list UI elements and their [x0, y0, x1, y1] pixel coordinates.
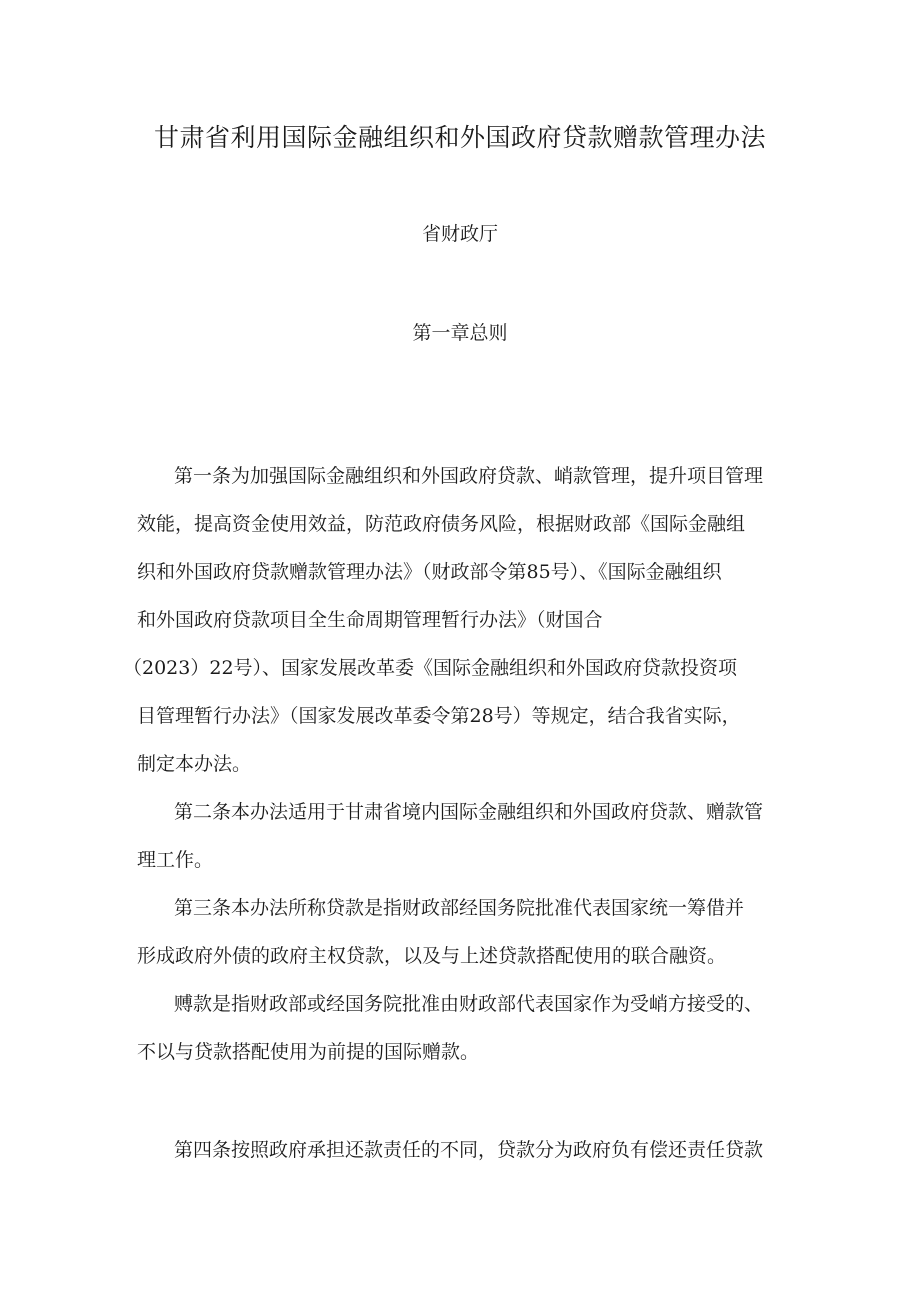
article-1-line: 织和外国政府贷款赠款管理办法》（财政部令第85号）、《国际金融组织 — [137, 561, 722, 583]
article-1-line: （2023）22号）、国家发展改革委《国际金融组织和外国政府贷款投资项 — [123, 657, 738, 679]
article-4-line: 第四条按照政府承担还款责任的不同，贷款分为政府负有偿还责任贷款 — [174, 1139, 764, 1161]
article-1-line: 第一条为加强国际金融组织和外国政府贷款、峭款管理，提升项目管理 — [174, 465, 764, 487]
document-author: 省财政厅 — [421, 223, 498, 245]
article-1 — [123, 452, 787, 788]
document-title: 甘肃省利用国际金融组织和外国政府贷款赠款管理办法 — [153, 123, 766, 152]
article-2-line: 第二条本办法适用于甘肃省境内国际金融组织和外国政府贷款、赠款管 — [174, 801, 764, 823]
article-2-line: 理工作。 — [137, 849, 214, 871]
article-3-grant-definition — [137, 980, 787, 1076]
article-3-grant-line: 赙款是指财政部或经国务院批准由财政部代表国家作为受峭方接受的、 — [174, 993, 764, 1015]
article-3-grant-line: 不以与贷款搭配使用为前提的国际赠款。 — [137, 1041, 480, 1063]
chapter-heading: 第一章总则 — [412, 322, 508, 344]
article-1-line: 制定本办法。 — [137, 753, 252, 775]
article-3-line: 形成政府外债的政府主权贷款，以及与上述贷款搭配使用的联合融资。 — [137, 945, 727, 967]
article-4 — [137, 1126, 787, 1174]
article-2 — [137, 788, 787, 884]
article-3-line: 第三条本办法所称贷款是指财政部经国务院批准代表国家统一筹借并 — [174, 897, 745, 919]
article-1-line: 目管理暂行办法》（国家发展改革委令第28号）等规定，结合我省实际， — [137, 705, 741, 727]
article-3 — [137, 884, 787, 980]
article-1-line: 效能，提高资金使用效益，防范政府债务风险，根据财政部《国际金融组 — [137, 513, 746, 535]
article-1-line: 和外国政府贷款项目全生命周期管理暂行办法》（财国合 — [137, 609, 603, 631]
